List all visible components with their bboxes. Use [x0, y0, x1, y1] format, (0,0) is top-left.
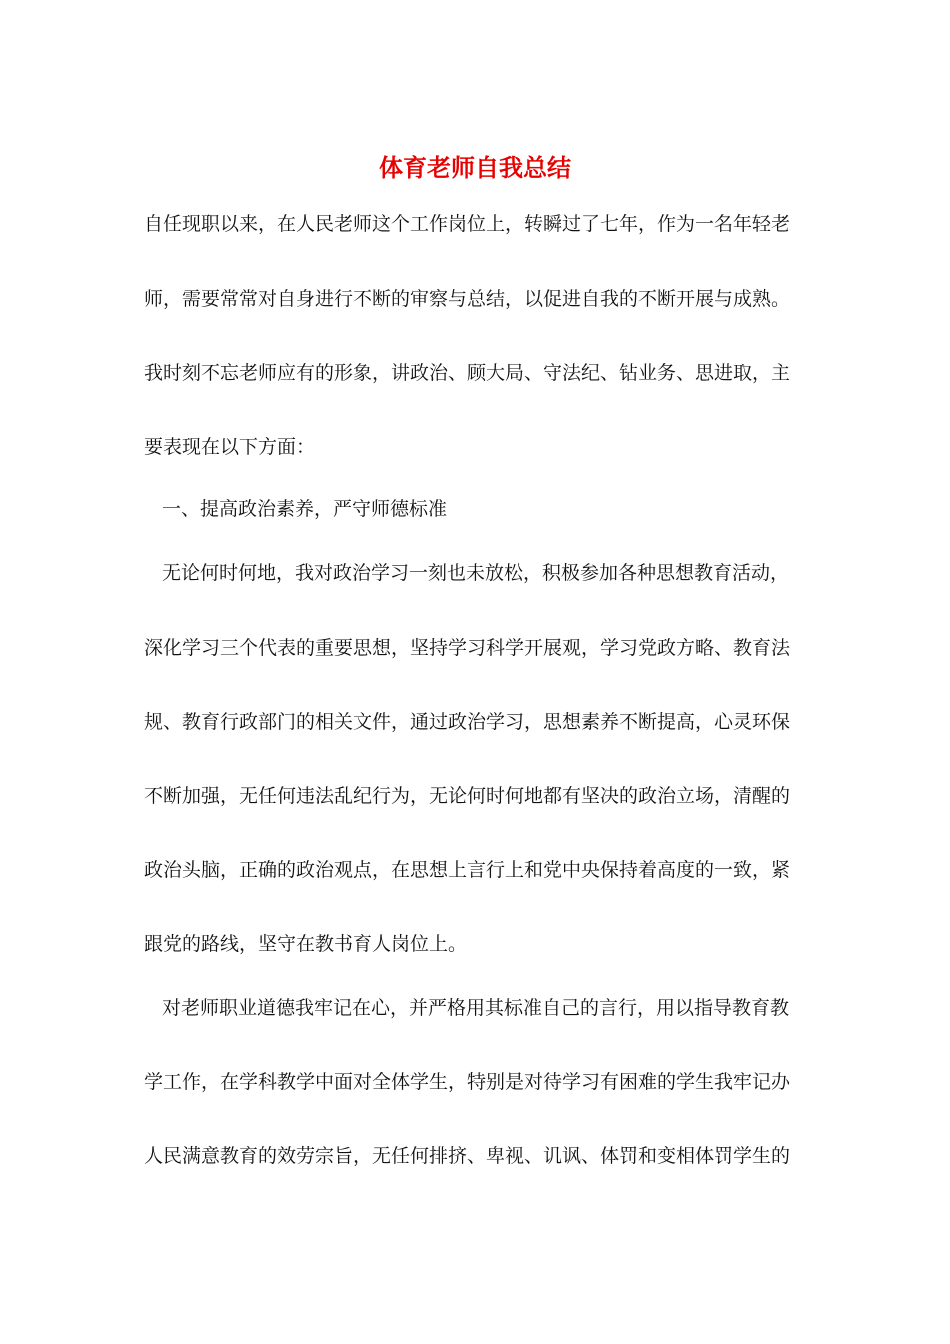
body-line: 人民满意教育的效劳宗旨，无任何排挤、卑视、讥讽、体罚和变相体罚学生的	[144, 1145, 791, 1167]
body-line: 跟党的路线，坚守在教书育人岗位上。	[144, 933, 468, 955]
body-line: 学工作，在学科教学中面对全体学生，特别是对待学习有困难的学生我牢记办	[144, 1071, 791, 1093]
body-line: 无论何时何地，我对政治学习一刻也未放松，积极参加各种思想教育活动，	[162, 562, 790, 584]
body-line: 规、教育行政部门的相关文件，通过政治学习，思想素养不断提高，心灵环保	[144, 711, 791, 733]
body-line: 深化学习三个代表的重要思想，坚持学习科学开展观，学习党政方略、教育法	[144, 637, 791, 659]
body-line: 自任现职以来，在人民老师这个工作岗位上，转瞬过了七年，作为一名年轻老	[144, 213, 791, 235]
body-line: 对老师职业道德我牢记在心，并严格用其标准自己的言行，用以指导教育教	[162, 997, 790, 1019]
body-line: 我时刻不忘老师应有的形象，讲政治、顾大局、守法纪、钻业务、思进取，主	[144, 362, 791, 384]
section-heading: 一、提高政治素养，严守师德标准	[162, 498, 448, 520]
body-line: 不断加强，无任何违法乱纪行为，无论何时何地都有坚决的政治立场，清醒的	[144, 785, 791, 807]
document-title: 体育老师自我总结	[379, 153, 571, 182]
body-line: 政治头脑，正确的政治观点，在思想上言行上和党中央保持着高度的一致，紧	[144, 859, 791, 881]
body-line: 要表现在以下方面：	[144, 436, 316, 458]
body-line: 师，需要常常对自身进行不断的审察与总结，以促进自我的不断开展与成熟。	[144, 288, 791, 310]
